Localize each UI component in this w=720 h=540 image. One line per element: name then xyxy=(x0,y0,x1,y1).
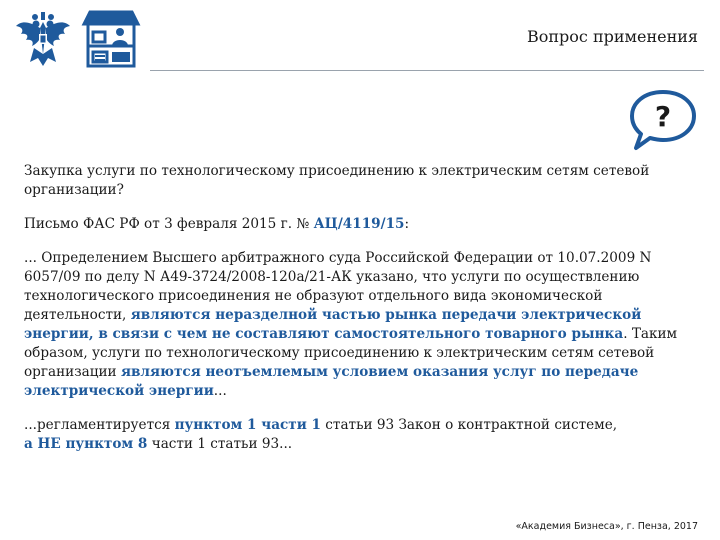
quote-text: ... xyxy=(213,383,227,399)
quote-highlight: пунктом 1 части 1 xyxy=(174,417,321,433)
page-title: Вопрос применения xyxy=(526,27,698,46)
quote-text: части 1 статьи 93... xyxy=(147,436,293,452)
letter-reference xyxy=(24,215,696,234)
main-content xyxy=(24,162,696,469)
quote-text: ... Определением Высшего арбитражного суда Российской Федерации от 10.07.2009 N 6057/09 по делу N А49-3724/2008-120а/21-АК указано, что услуги по осуществлению технологического присоединения не образуют отдельного вида экономической деятельности, xyxy=(24,250,652,323)
letter-suffix: : xyxy=(404,216,410,232)
quote-highlight: а НЕ пунктом 8 xyxy=(24,436,148,452)
question-mark: ? xyxy=(654,100,672,133)
eagle-emblem-icon xyxy=(12,8,74,70)
quote-highlight: являются неразделной частью рынка передачи электрической энергии, в связи с чем не составляют самостоятельного товарного рынка xyxy=(24,307,642,342)
quote-text: статьи 93 Закон о контрактной системе, xyxy=(320,417,618,433)
market-stall-icon xyxy=(80,8,142,70)
quote-text: ...регламентируется xyxy=(24,417,175,433)
speech-bubble-question-icon xyxy=(628,88,698,152)
quote-paragraph-2 xyxy=(24,416,696,454)
quote-text: . Таким образом, услуги по технологическому присоединению к электрическим сетям сетевой организации xyxy=(24,326,678,380)
letter-prefix: Письмо ФАС РФ от 3 февраля 2015 г. № xyxy=(24,216,314,232)
question-text: Закупка услуги по технологическому присоединению к электрическим сетям сетевой организации? xyxy=(24,163,650,198)
letter-number: АЦ/4119/15 xyxy=(313,216,405,232)
footer-credit: «Академия Бизнеса», г. Пенза, 2017 xyxy=(515,521,698,532)
quote-highlight: являются неотъемлемым условием оказания услуг по передаче электрической энергии xyxy=(24,364,639,399)
header-divider xyxy=(150,70,704,71)
quote-paragraph-1 xyxy=(24,249,696,401)
